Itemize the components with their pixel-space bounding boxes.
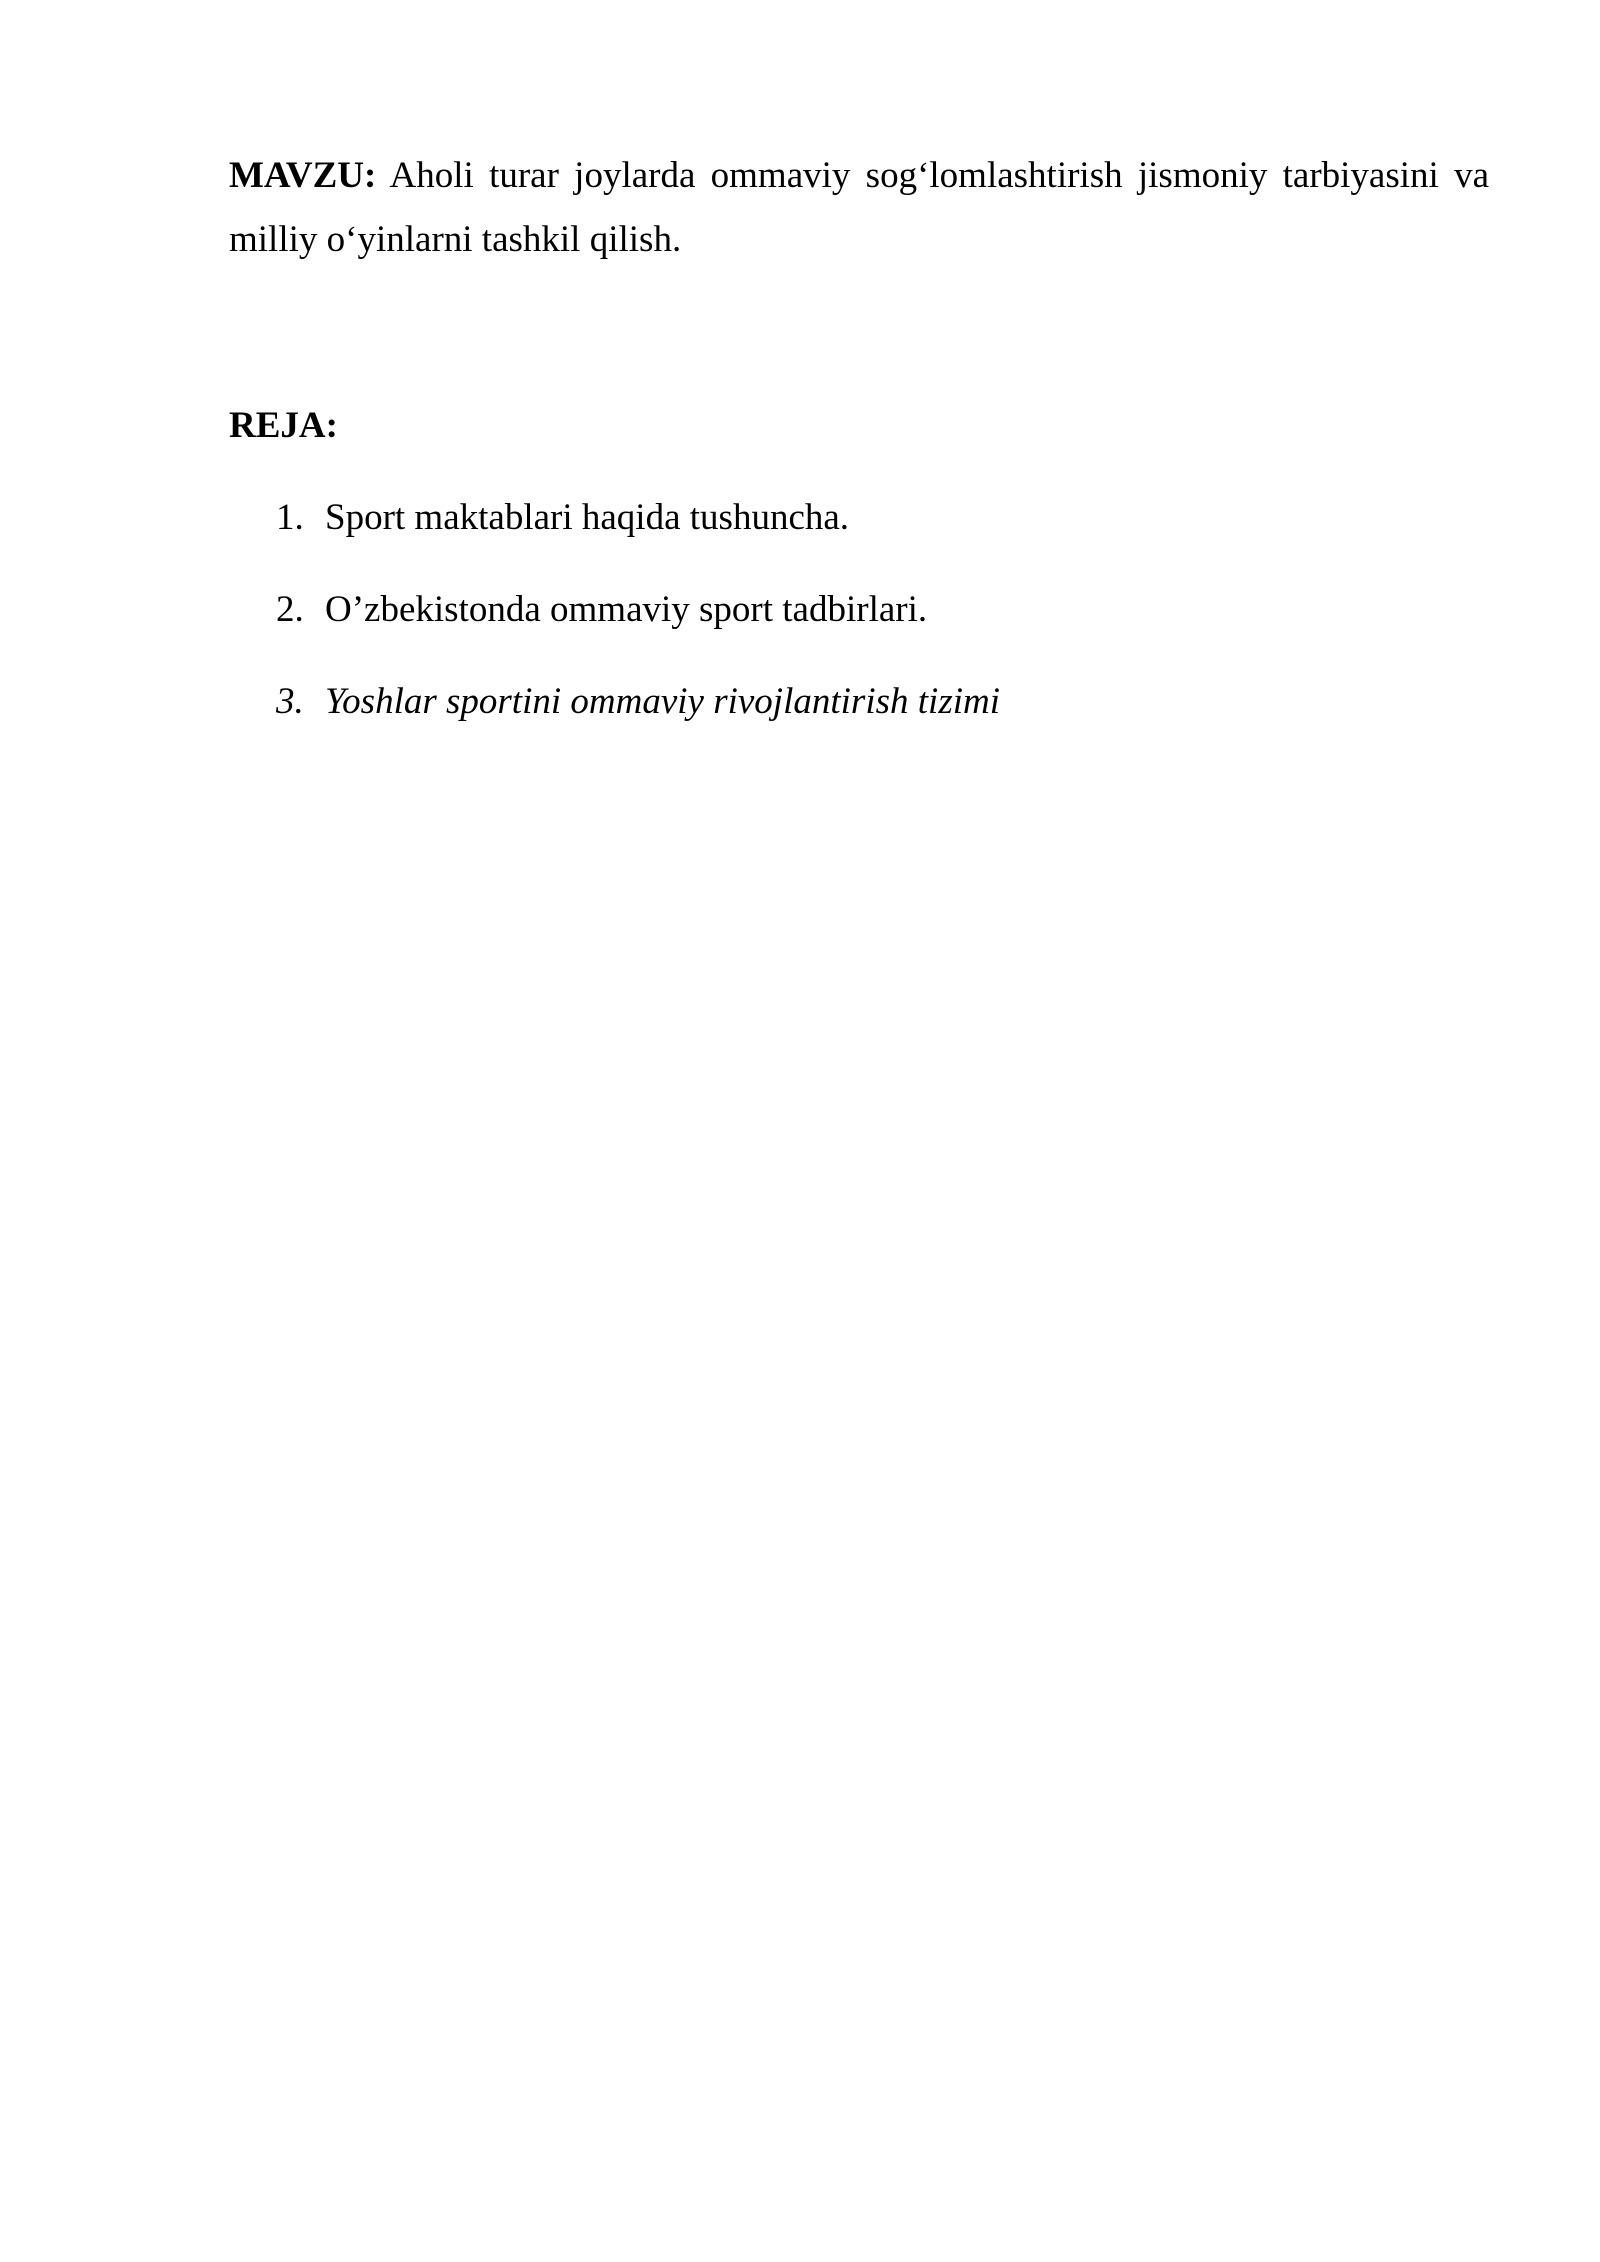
plan-item-number: 2. xyxy=(276,589,304,630)
plan-item-3 xyxy=(229,674,1489,730)
plan-item-number: 1. xyxy=(276,497,304,538)
topic-text: Aholi turar joylarda ommaviy sog‘lomlashtirish jismoniy tarbiyasini va milliy o‘yinlarni tashkil qilish. xyxy=(229,155,1489,260)
plan-item-text: Sport maktablari haqida tushuncha. xyxy=(325,497,850,538)
plan-item-number: 3. xyxy=(276,681,304,722)
topic-paragraph xyxy=(229,144,1489,272)
plan-item-1 xyxy=(229,490,1489,546)
plan-item-2 xyxy=(229,582,1489,638)
topic-label: MAVZU: xyxy=(229,155,377,196)
plan-heading: REJA: xyxy=(229,405,338,446)
plan-list xyxy=(229,490,1489,766)
plan-item-text: O’zbekistonda ommaviy sport tadbirlari. xyxy=(325,589,928,630)
plan-item-text: Yoshlar sportini ommaviy rivojlantirish tizimi xyxy=(325,681,1000,722)
